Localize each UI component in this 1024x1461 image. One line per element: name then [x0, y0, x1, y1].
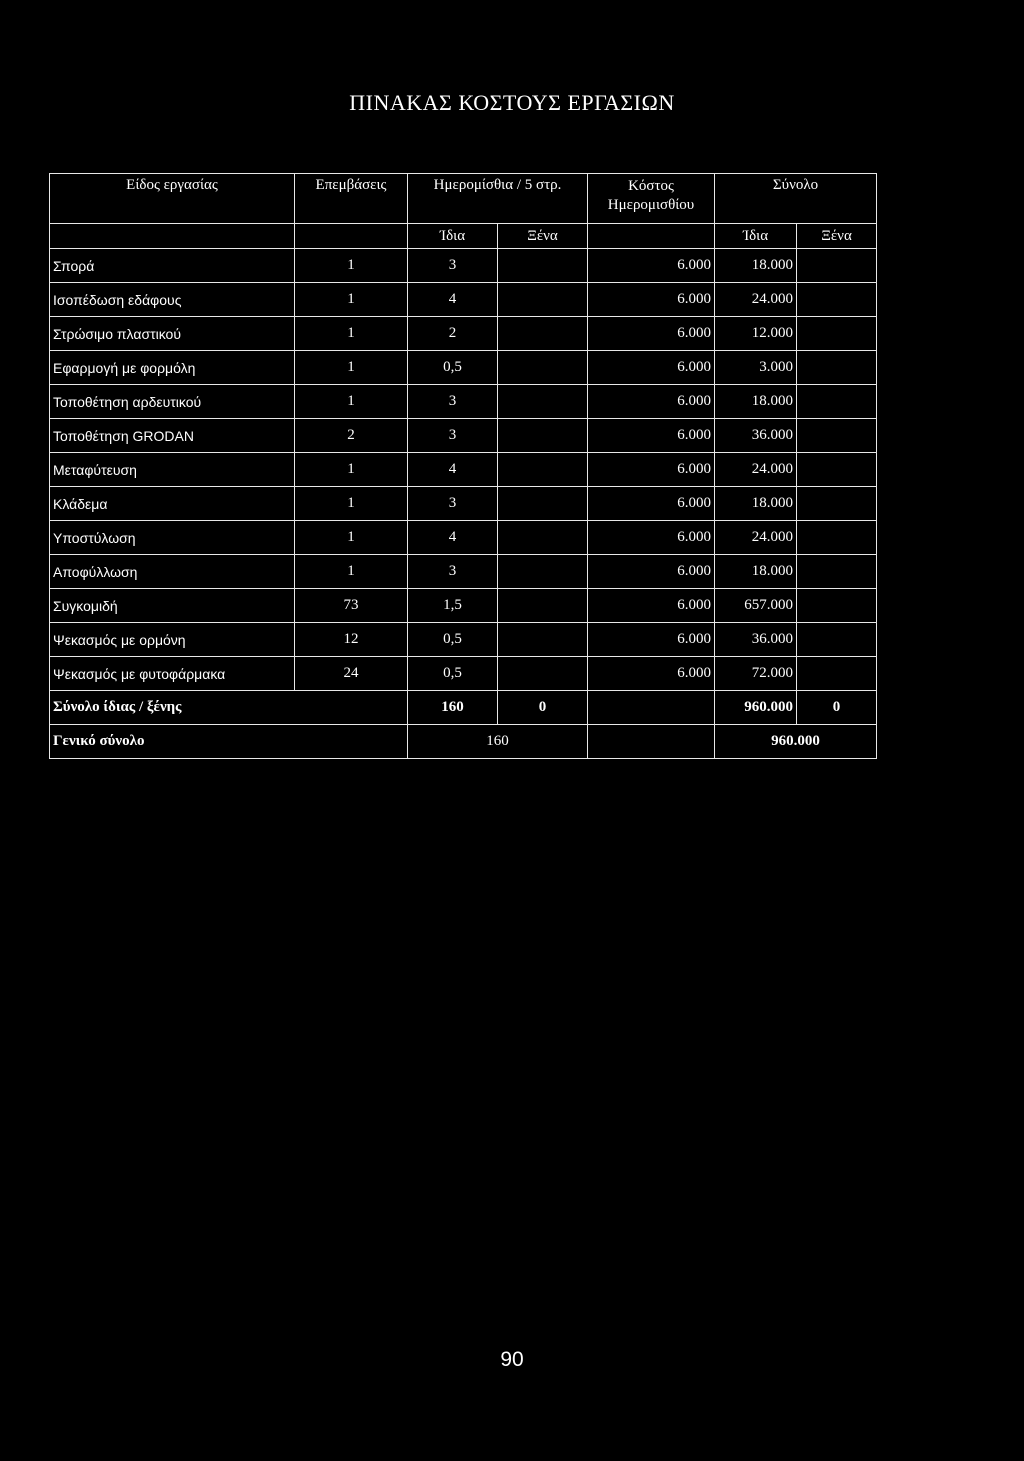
- table-row: [50, 657, 877, 691]
- subtotal-foreign: 0: [498, 691, 588, 725]
- task-cell: Στρώσιμο πλαστικού: [50, 317, 295, 351]
- subheader-empty: [50, 224, 295, 249]
- subheader-own: Ίδια: [408, 224, 498, 249]
- total-foreign-cell: [797, 453, 877, 487]
- total-own-cell: 24.000: [715, 453, 797, 487]
- table-row: [50, 589, 877, 623]
- daywages-own-cell: 4: [408, 453, 498, 487]
- daywages-foreign-cell: [498, 623, 588, 657]
- total-own-cell: 18.000: [715, 385, 797, 419]
- daywages-own-cell: 3: [408, 555, 498, 589]
- daywages-own-cell: 0,5: [408, 623, 498, 657]
- subheader-own-total: Ίδια: [715, 224, 797, 249]
- subtotal-row: [50, 691, 877, 725]
- cost-cell: 6.000: [588, 623, 715, 657]
- grand-total-empty: [588, 725, 715, 759]
- table-row: [50, 453, 877, 487]
- daywages-foreign-cell: [498, 283, 588, 317]
- total-foreign-cell: [797, 249, 877, 283]
- cost-table: [49, 173, 877, 759]
- daywages-foreign-cell: [498, 419, 588, 453]
- interventions-cell: 1: [295, 317, 408, 351]
- daywages-foreign-cell: [498, 487, 588, 521]
- total-own-cell: 24.000: [715, 521, 797, 555]
- table-row: [50, 317, 877, 351]
- total-foreign-cell: [797, 317, 877, 351]
- total-foreign-cell: [797, 351, 877, 385]
- total-own-cell: 657.000: [715, 589, 797, 623]
- total-own-cell: 18.000: [715, 555, 797, 589]
- task-cell: Τοποθέτηση GRODAN: [50, 419, 295, 453]
- task-cell: Ψεκασμός με ορμόνη: [50, 623, 295, 657]
- header-cost: Κόστος Ημερομισθίου: [588, 174, 715, 224]
- subtotal-total-own: 960.000: [715, 691, 797, 725]
- interventions-cell: 1: [295, 521, 408, 555]
- daywages-own-cell: 0,5: [408, 351, 498, 385]
- subtotal-total-foreign: 0: [797, 691, 877, 725]
- total-own-cell: 3.000: [715, 351, 797, 385]
- total-own-cell: 36.000: [715, 419, 797, 453]
- subheader-foreign-total: Ξένα: [797, 224, 877, 249]
- total-own-cell: 24.000: [715, 283, 797, 317]
- interventions-cell: 1: [295, 385, 408, 419]
- grand-total-daywages: 160: [408, 725, 588, 759]
- cost-cell: 6.000: [588, 487, 715, 521]
- total-own-cell: 36.000: [715, 623, 797, 657]
- total-own-cell: 72.000: [715, 657, 797, 691]
- daywages-own-cell: 3: [408, 385, 498, 419]
- interventions-cell: 24: [295, 657, 408, 691]
- total-own-cell: 12.000: [715, 317, 797, 351]
- task-cell: Υποστύλωση: [50, 521, 295, 555]
- task-cell: Εφαρμογή με φορμόλη: [50, 351, 295, 385]
- subheader-empty: [295, 224, 408, 249]
- total-foreign-cell: [797, 385, 877, 419]
- task-cell: Αποφύλλωση: [50, 555, 295, 589]
- grand-total-row: [50, 725, 877, 759]
- interventions-cell: 1: [295, 351, 408, 385]
- subtotal-empty: [588, 691, 715, 725]
- table-row: [50, 521, 877, 555]
- table-row: [50, 283, 877, 317]
- table-body: [50, 174, 877, 759]
- table-row: [50, 249, 877, 283]
- task-cell: Τοποθέτηση αρδευτικού: [50, 385, 295, 419]
- cost-cell: 6.000: [588, 317, 715, 351]
- cost-cell: 6.000: [588, 249, 715, 283]
- daywages-foreign-cell: [498, 453, 588, 487]
- table-row: [50, 385, 877, 419]
- daywages-own-cell: 4: [408, 521, 498, 555]
- total-foreign-cell: [797, 487, 877, 521]
- daywages-foreign-cell: [498, 589, 588, 623]
- header-task: Είδος εργασίας: [50, 174, 295, 224]
- cost-cell: 6.000: [588, 283, 715, 317]
- table-row: [50, 555, 877, 589]
- daywages-own-cell: 3: [408, 487, 498, 521]
- total-own-cell: 18.000: [715, 487, 797, 521]
- total-foreign-cell: [797, 555, 877, 589]
- cost-cell: 6.000: [588, 419, 715, 453]
- page-title: ΠΙΝΑΚΑΣ ΚΟΣΤΟΥΣ ΕΡΓΑΣΙΩΝ: [349, 90, 675, 115]
- header-interventions: Επεμβάσεις: [295, 174, 408, 224]
- daywages-own-cell: 1,5: [408, 589, 498, 623]
- interventions-cell: 1: [295, 453, 408, 487]
- interventions-cell: 12: [295, 623, 408, 657]
- cost-cell: 6.000: [588, 521, 715, 555]
- subheader-empty: [588, 224, 715, 249]
- interventions-cell: 2: [295, 419, 408, 453]
- daywages-own-cell: 0,5: [408, 657, 498, 691]
- table-row: [50, 487, 877, 521]
- total-foreign-cell: [797, 419, 877, 453]
- subheader-foreign: Ξένα: [498, 224, 588, 249]
- subtotal-own: 160: [408, 691, 498, 725]
- task-cell: Σπορά: [50, 249, 295, 283]
- page-number: 90: [500, 1348, 524, 1371]
- interventions-cell: 73: [295, 589, 408, 623]
- daywages-own-cell: 2: [408, 317, 498, 351]
- daywages-own-cell: 3: [408, 419, 498, 453]
- task-cell: Μεταφύτευση: [50, 453, 295, 487]
- total-foreign-cell: [797, 623, 877, 657]
- task-cell: Ψεκασμός με φυτοφάρμακα: [50, 657, 295, 691]
- table-row: [50, 351, 877, 385]
- grand-total-value: 960.000: [715, 725, 877, 759]
- task-cell: Συγκομιδή: [50, 589, 295, 623]
- total-own-cell: 18.000: [715, 249, 797, 283]
- total-foreign-cell: [797, 589, 877, 623]
- header-daywages: Ημερομίσθια / 5 στρ.: [408, 174, 588, 224]
- interventions-cell: 1: [295, 555, 408, 589]
- table-row: [50, 623, 877, 657]
- total-foreign-cell: [797, 521, 877, 555]
- daywages-foreign-cell: [498, 555, 588, 589]
- header-row: [50, 174, 877, 224]
- interventions-cell: 1: [295, 487, 408, 521]
- interventions-cell: 1: [295, 249, 408, 283]
- daywages-foreign-cell: [498, 249, 588, 283]
- daywages-foreign-cell: [498, 657, 588, 691]
- cost-cell: 6.000: [588, 453, 715, 487]
- daywages-own-cell: 4: [408, 283, 498, 317]
- task-cell: Κλάδεμα: [50, 487, 295, 521]
- subheader-row: [50, 224, 877, 249]
- total-foreign-cell: [797, 283, 877, 317]
- cost-cell: 6.000: [588, 589, 715, 623]
- grand-total-label: Γενικό σύνολο: [50, 725, 408, 759]
- cost-cell: 6.000: [588, 657, 715, 691]
- daywages-foreign-cell: [498, 317, 588, 351]
- cost-cell: 6.000: [588, 385, 715, 419]
- task-cell: Ισοπέδωση εδάφους: [50, 283, 295, 317]
- subtotal-label: Σύνολο ίδιας / ξένης: [50, 691, 408, 725]
- interventions-cell: 1: [295, 283, 408, 317]
- cost-cell: 6.000: [588, 351, 715, 385]
- cost-cell: 6.000: [588, 555, 715, 589]
- daywages-foreign-cell: [498, 385, 588, 419]
- daywages-own-cell: 3: [408, 249, 498, 283]
- total-foreign-cell: [797, 657, 877, 691]
- daywages-foreign-cell: [498, 521, 588, 555]
- table-row: [50, 419, 877, 453]
- header-total: Σύνολο: [715, 174, 877, 224]
- daywages-foreign-cell: [498, 351, 588, 385]
